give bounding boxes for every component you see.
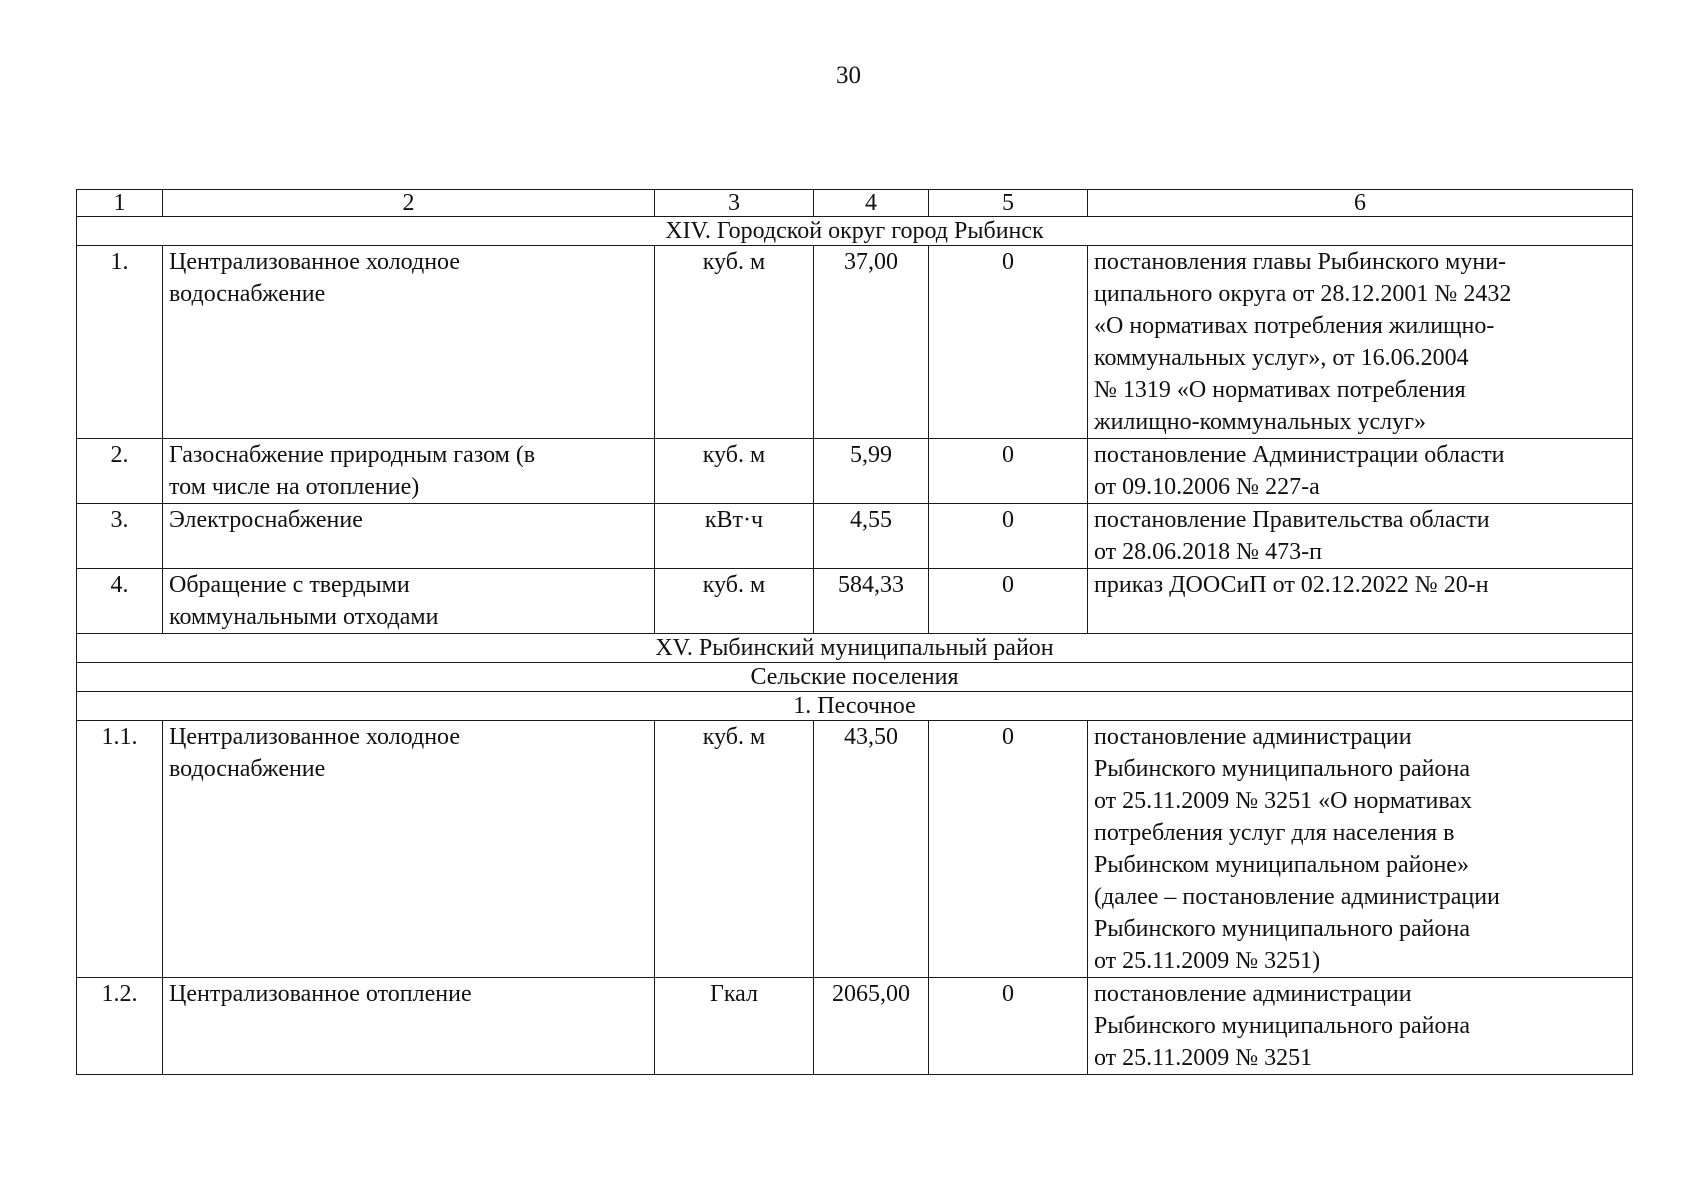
service-name-line: том числе на отопление) [169,474,420,500]
row-number: 1.2. [77,978,163,1075]
subsection-heading-row [77,663,1633,692]
service-name [163,439,655,504]
section-heading-row [77,634,1633,663]
table-row [77,721,1633,978]
norm-value: 43,50 [814,721,929,978]
legal-basis-line: постановление Администрации области [1094,442,1505,468]
norms-table-body [77,190,1633,1075]
table-row [77,439,1633,504]
legal-basis [1088,721,1633,978]
legal-basis-line: потребления услуг для населения в [1094,820,1455,846]
service-name [163,246,655,439]
unit: Гкал [655,978,814,1075]
legal-basis-line: Рыбинском муниципальном районе» [1094,852,1469,878]
column-5-value: 0 [929,246,1088,439]
column-header: 4 [814,190,929,217]
column-header: 5 [929,190,1088,217]
legal-basis [1088,439,1633,504]
service-name-line: водоснабжение [169,756,326,782]
column-5-value: 0 [929,978,1088,1075]
service-name-line: Электроснабжение [169,507,363,533]
legal-basis [1088,569,1633,634]
column-header: 2 [163,190,655,217]
legal-basis [1088,246,1633,439]
legal-basis-line: № 1319 «О нормативах потребления [1094,377,1466,403]
service-name-line: коммунальными отходами [169,604,439,630]
unit: куб. м [655,721,814,978]
norms-table [76,189,1633,1075]
column-5-value: 0 [929,721,1088,978]
column-header: 6 [1088,190,1633,217]
section-heading: XIV. Городской округ город Рыбинск [77,217,1633,246]
service-name [163,504,655,569]
row-number: 4. [77,569,163,634]
service-name [163,978,655,1075]
legal-basis-line: постановление администрации [1094,981,1412,1007]
page-number: 30 [836,62,861,89]
unit: кВт·ч [655,504,814,569]
column-5-value: 0 [929,504,1088,569]
column-header: 3 [655,190,814,217]
table-row [77,978,1633,1075]
legal-basis-line: Рыбинского муниципального района [1094,756,1470,782]
column-5-value: 0 [929,569,1088,634]
legal-basis-line: от 25.11.2009 № 3251 [1094,1045,1313,1071]
legal-basis-line: (далее – постановление администрации [1094,884,1500,910]
service-name [163,721,655,978]
legal-basis-line: постановления главы Рыбинского муни- [1094,249,1507,275]
column-header-row [77,190,1633,217]
subsection-heading: Сельские поселения [77,663,1633,692]
settlement-heading: 1. Песочное [77,692,1633,721]
section-heading: XV. Рыбинский муниципальный район [77,634,1633,663]
column-5-value: 0 [929,439,1088,504]
table-row [77,569,1633,634]
legal-basis-line: от 28.06.2018 № 473-п [1094,539,1322,565]
row-number: 2. [77,439,163,504]
service-name-line: Централизованное отопление [169,981,472,1007]
legal-basis-line: от 25.11.2009 № 3251 «О нормативах [1094,788,1473,814]
service-name-line: водоснабжение [169,281,326,307]
table-row [77,246,1633,439]
legal-basis-line: постановление администрации [1094,724,1412,750]
service-name [163,569,655,634]
legal-basis-line: «О нормативах потребления жилищно- [1094,313,1495,339]
row-number: 1.1. [77,721,163,978]
service-name-line: Обращение с твердыми [169,572,410,598]
legal-basis-line: Рыбинского муниципального района [1094,916,1470,942]
settlement-heading-row [77,692,1633,721]
legal-basis-line: жилищно-коммунальных услуг» [1094,409,1426,435]
row-number: 3. [77,504,163,569]
column-header: 1 [77,190,163,217]
legal-basis [1088,978,1633,1075]
unit: куб. м [655,439,814,504]
row-number: 1. [77,246,163,439]
norm-value: 5,99 [814,439,929,504]
norm-value: 2065,00 [814,978,929,1075]
legal-basis-line: Рыбинского муниципального района [1094,1013,1470,1039]
norm-value: 37,00 [814,246,929,439]
norm-value: 4,55 [814,504,929,569]
service-name-line: Централизованное холодное [169,724,460,750]
service-name-line: Газоснабжение природным газом (в [169,442,536,468]
norm-value: 584,33 [814,569,929,634]
legal-basis-line: от 25.11.2009 № 3251) [1094,948,1321,974]
legal-basis-line: коммунальных услуг», от 16.06.2004 [1094,345,1469,371]
legal-basis-line: приказ ДООСиП от 02.12.2022 № 20-н [1094,572,1489,598]
service-name-line: Централизованное холодное [169,249,460,275]
unit: куб. м [655,246,814,439]
unit: куб. м [655,569,814,634]
legal-basis-line: постановление Правительства области [1094,507,1490,533]
section-heading-row [77,217,1633,246]
legal-basis-line: ципального округа от 28.12.2001 № 2432 [1094,281,1512,307]
legal-basis [1088,504,1633,569]
legal-basis-line: от 09.10.2006 № 227-а [1094,474,1320,500]
table-row [77,504,1633,569]
